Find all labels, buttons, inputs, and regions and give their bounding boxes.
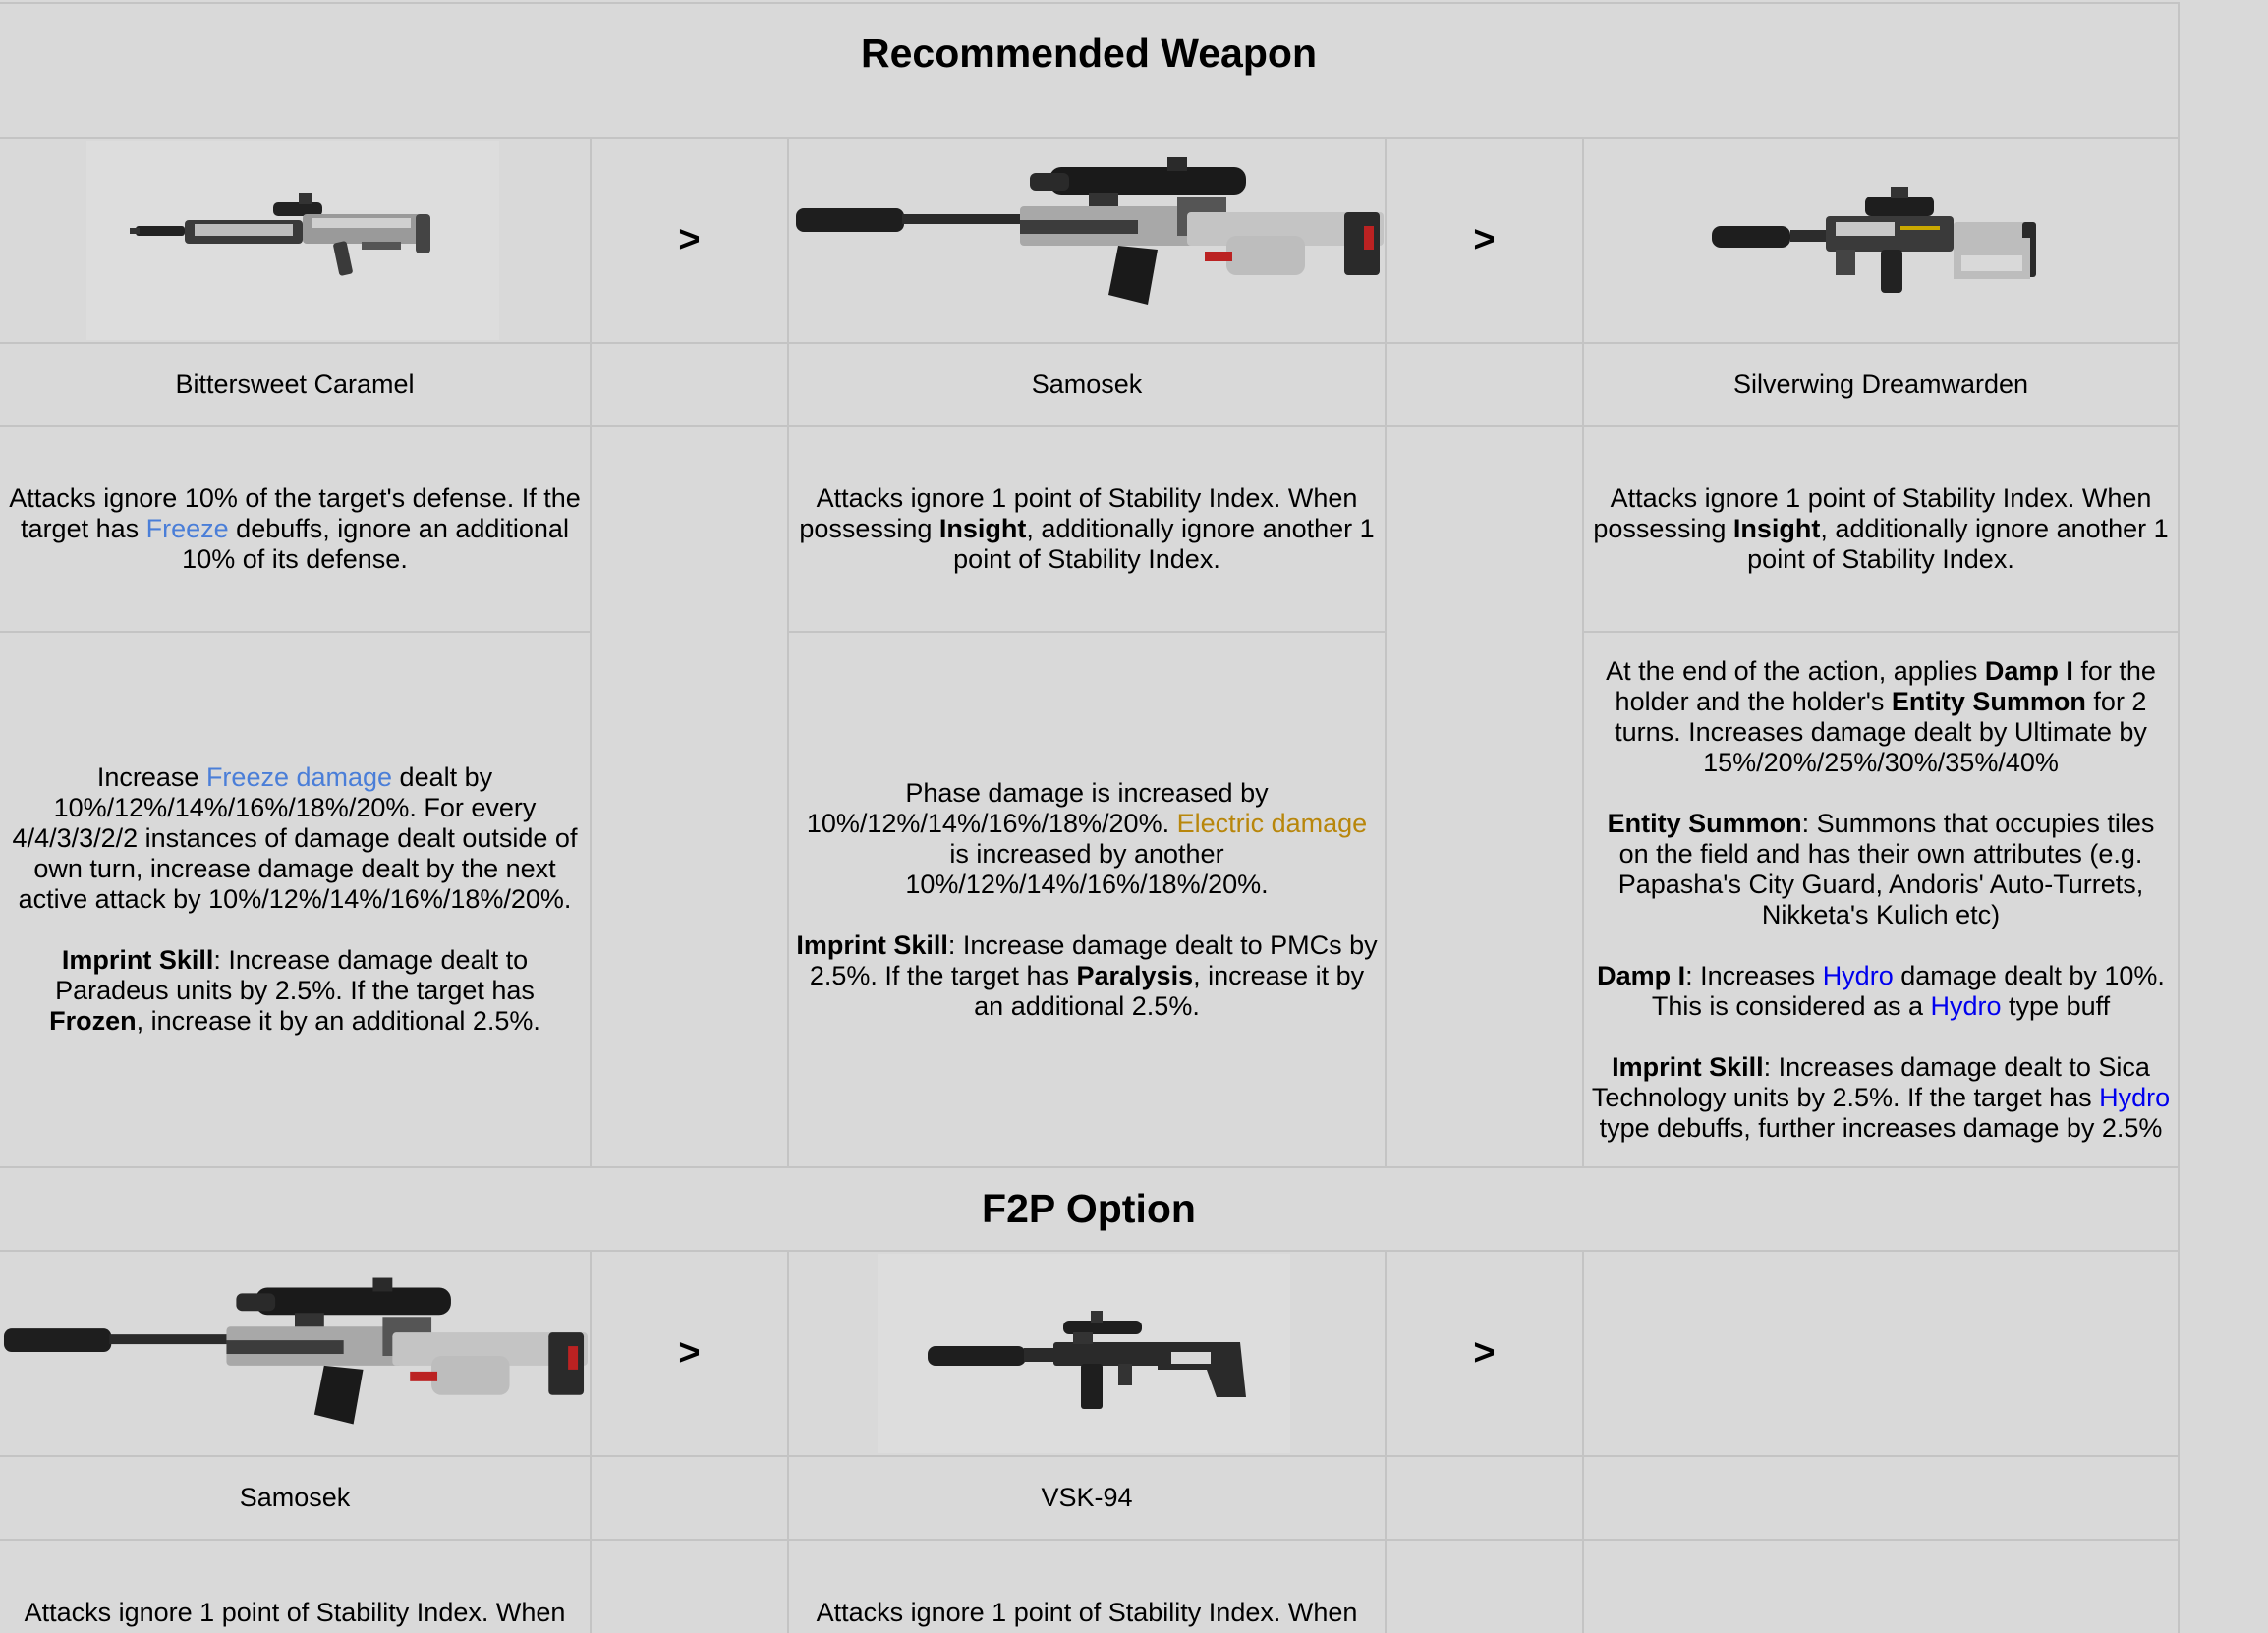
weapon-skill [1584, 427, 2178, 631]
smg-rifle-icon [126, 187, 450, 295]
description-paragraph: Damp I: Increases Hydro damage dealt by 10%. This is considered as a Hydro type buff [1597, 960, 2165, 1021]
upgrade-arrow: > [678, 1332, 701, 1374]
upgrade-arrow: > [1473, 219, 1496, 260]
weapon-name: Samosek [1031, 369, 1143, 399]
col-divider [787, 1250, 789, 1633]
weapon-name [1584, 1457, 2178, 1539]
row-divider [0, 1250, 2180, 1252]
description-paragraph: Imprint Skill: Increases damage dealt to Sica Technology units by 2.5%. If the target has Hydro type debuffs, further increases damage by 2.5% [1591, 1051, 2171, 1143]
description-paragraph: Phase damage is increased by 10%/12%/14%/16%/18%/20%. Electric damage is increased by another 10%/12%/14%/16%/18%/20%. [806, 777, 1368, 899]
upgrade-arrow: > [1473, 1332, 1496, 1374]
section-title-recommended: Recommended Weapon [861, 29, 1317, 76]
col-divider [1582, 1250, 1584, 1633]
description-paragraph: Entity Summon: Summons that occupies tiles on the field and has their own attributes (e.g. Papasha's City Guard, Andoris' Auto-Turrets, Nikketa's Kulich etc) [1607, 808, 2155, 929]
description-paragraph: Attacks ignore 1 point of Stability Index. When possessing Insight, additionally ignore another 1 point of Stability Index. [1593, 483, 2169, 574]
weapon-skill [0, 427, 590, 631]
suppressed-rifle-icon [926, 1307, 1250, 1415]
weapon-skill: Attacks ignore 1 point of Stability Index. When [816, 1598, 1358, 1627]
weapon-name: Samosek [239, 1483, 351, 1512]
description-paragraph: Imprint Skill: Increase damage dealt to PMCs by 2.5%. If the target has Paralysis, increase it by an additional 2.5%. [796, 929, 1378, 1021]
weapon-name: VSK-94 [1041, 1483, 1133, 1512]
description-paragraph: At the end of the action, applies Damp I for the holder and the holder's Entity Summon for 2 turns. Increases damage dealt by Ultimate by 15%/20%/25%/30%/35%/40% [1606, 655, 2156, 777]
table-border-right [2178, 2, 2180, 1633]
bullpup-rifle-icon [1708, 187, 2042, 305]
row-divider [0, 137, 2180, 139]
sniper-rifle-icon [2, 1277, 588, 1435]
sniper-rifle-icon [794, 157, 1384, 314]
description-paragraph: Attacks ignore 1 point of Stability Index. When possessing Insight, additionally ignore another 1 point of Stability Index. [799, 483, 1375, 574]
weapon-skill: Attacks ignore 1 point of Stability Index. When [24, 1598, 566, 1627]
description-paragraph: Imprint Skill: Increase damage dealt to Paradeus units by 2.5%. If the target has Frozen, increase it by an additional 2.5%. [49, 945, 540, 1036]
weapon-passive [0, 633, 590, 1166]
row-divider [0, 1539, 2180, 1541]
description-paragraph: Attacks ignore 10% of the target's defense. If the target has Freeze debuffs, ignore an additional 10% of its defense. [9, 483, 581, 574]
description-paragraph: Increase Freeze damage dealt by 10%/12%/14%/16%/18%/20%. For every 4/4/3/3/2/2 instances of damage dealt outside of own turn, increase damage dealt by the next active attack by 10%/12%/14%/16%/18%/20%. [12, 762, 578, 914]
section-title-f2p: F2P Option [982, 1186, 1196, 1231]
weapon-skill [789, 427, 1385, 631]
weapon-name: Bittersweet Caramel [175, 369, 415, 399]
weapon-name: Silverwing Dreamwarden [1732, 369, 2029, 399]
upgrade-arrow: > [678, 219, 701, 260]
weapon-passive [1584, 633, 2178, 1166]
weapon-passive [789, 633, 1385, 1166]
